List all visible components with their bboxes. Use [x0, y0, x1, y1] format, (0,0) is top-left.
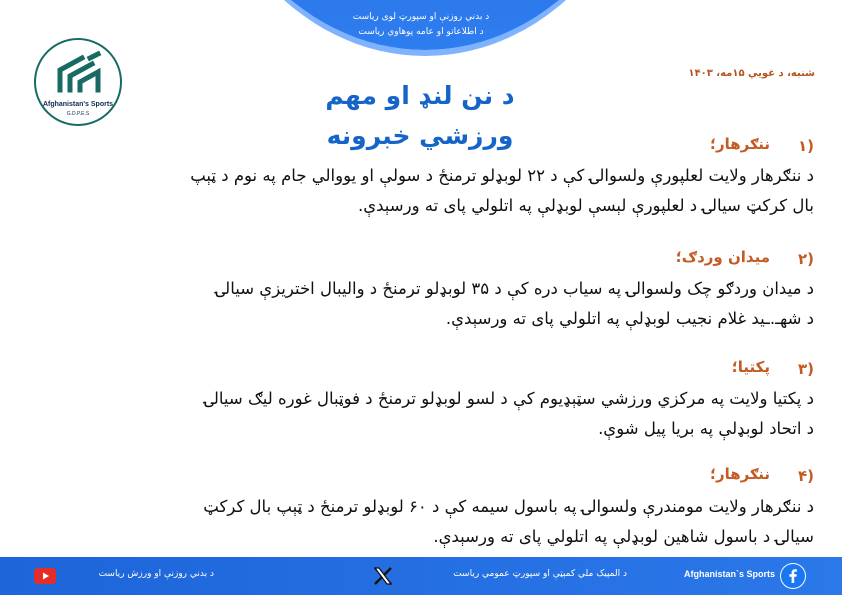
sports-logo: [34, 38, 122, 126]
news-heading: ننګرهار؛: [709, 465, 770, 483]
header-arc: [190, 0, 660, 50]
news-heading: میدان وردګ؛: [675, 248, 770, 266]
news-line: بال کرکټ سیالۍ د لعلپورې لېسې لوبډلې په اتلولي پای ته ورسېدې.: [357, 196, 814, 215]
news-line: د شهـ.ـید غلام نجیب لوبډلې په اتلولي پای ته ورسېدې.: [445, 309, 814, 328]
facebook-icon[interactable]: [780, 563, 806, 589]
org-name-line1: د بدني روزنې او سپورټ لوی ریاست: [352, 12, 490, 22]
news-heading: پکتیا؛: [731, 358, 770, 376]
news-line: سیالۍ د باسول شاهین لوبډلې په اتلولي پای ته ورسېدې.: [433, 527, 814, 546]
news-line: د اتحاد لوبډلې په بریا پیل شوې.: [598, 419, 814, 438]
date-label: شنبه، د غويي ۱۵مه، ۱۴۰۳: [688, 68, 815, 79]
x-icon[interactable]: [370, 563, 396, 589]
footer-bar: [0, 557, 842, 595]
youtube-icon[interactable]: [34, 568, 56, 584]
news-number: ۲): [797, 250, 814, 268]
news-line: د پکتیا ولایت په مرکزي ورزشي سټېډیوم کې د لسو لوبډلو ترمنځ د فوټبال غوره لیګ سیالۍ: [204, 389, 814, 408]
news-number: ۳): [797, 360, 814, 378]
news-line: د ننګرهار ولایت لعلپورې ولسوالۍ کې د ۲۲ لوبډلو ترمنځ د سولې او یووالي جام په نوم د ټېپ: [190, 166, 814, 185]
news-heading: ننګرهار؛: [709, 135, 770, 153]
news-line: د ننګرهار ولایت مومندرې ولسوالۍ په باسول سیمه کې د ۶۰ لوبډلو ترمنځ د ټېپ بال کرکټ: [203, 497, 814, 516]
page-title-line2: ورزشي خبرونه: [326, 121, 514, 150]
news-line: د میدان وردګو چک ولسوالۍ په سیاب دره کې د ۳۵ لوبډلو ترمنځ د والیبال اختریزې سیالۍ: [215, 279, 814, 298]
facebook-label[interactable]: Afghanistan`s Sports: [683, 569, 775, 579]
news-number: ۴): [797, 467, 814, 485]
org-name-line2: د اطلاعاتو او عامه پوهاوي ریاست: [358, 27, 484, 37]
x-label[interactable]: د المپیک ملي کمېټې او سپورټ عمومي ریاست: [453, 569, 627, 579]
page-title-line1: د نن لنډ او مهم: [325, 81, 515, 110]
youtube-label[interactable]: د بدني روزنې او ورزش ریاست: [98, 569, 214, 579]
news-number: ۱): [797, 137, 814, 155]
logo-subtitle: G.D.P.E.S: [66, 111, 90, 117]
logo-name: Afghanistan's Sports: [42, 101, 114, 108]
